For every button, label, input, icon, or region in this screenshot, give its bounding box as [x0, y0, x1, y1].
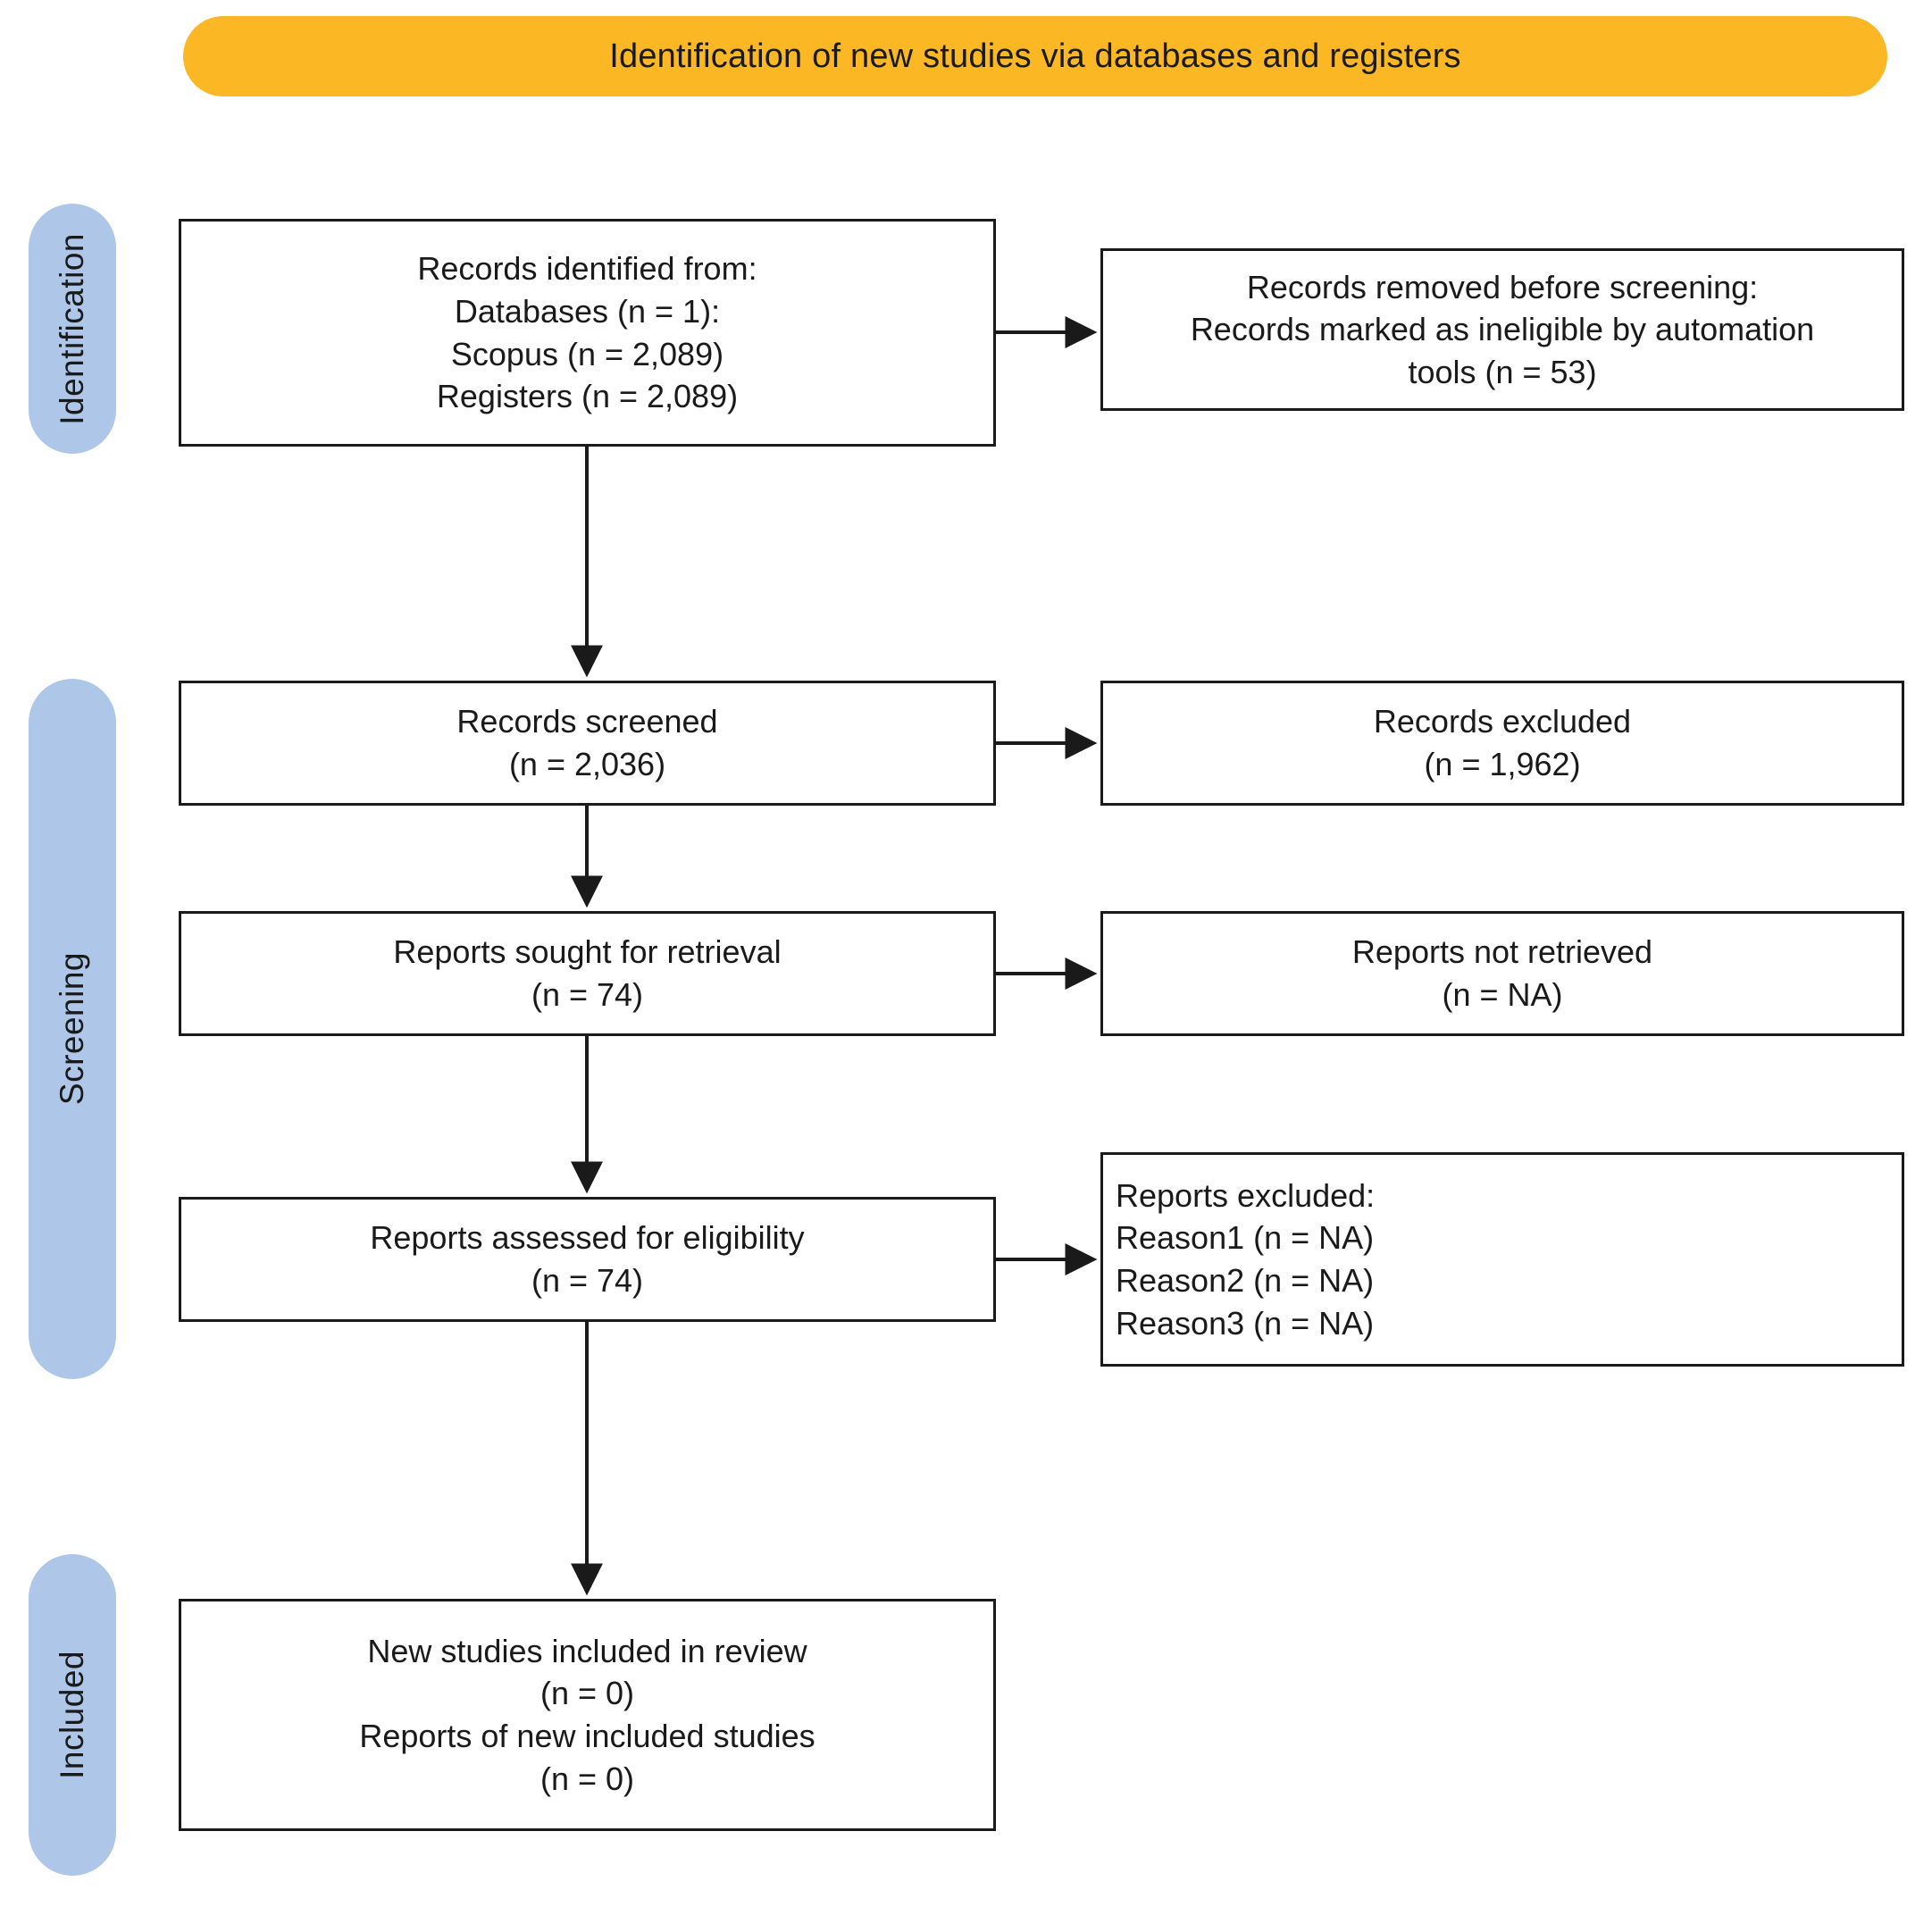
box-line: Reports assessed for eligibility: [370, 1219, 805, 1257]
box-line: Records marked as ineligible by automation: [1190, 311, 1815, 348]
box-reports-not-retrieved: [1100, 911, 1904, 1036]
phase-label-screening-text: Screening: [54, 952, 90, 1106]
box-new-studies-included: [179, 1599, 996, 1831]
box-records-excluded: [1100, 681, 1904, 806]
box-line: (n = 74): [531, 976, 644, 1013]
box-line: Records identified from:: [417, 250, 757, 288]
phase-label-identification: [29, 204, 116, 454]
box-line: tools (n = 53): [1408, 353, 1597, 390]
box-line: Reports not retrieved: [1351, 933, 1653, 971]
box-line: (n = NA): [1442, 976, 1563, 1013]
box-line: Databases (n = 1):: [454, 292, 721, 330]
phase-label-screening: [29, 679, 116, 1379]
box-line: (n = 74): [531, 1262, 644, 1299]
box-line: (n = 0): [539, 1760, 635, 1797]
box-records-screened: [179, 681, 996, 806]
box-line: Reports sought for retrieval: [393, 933, 782, 971]
diagram-title: Identification of new studies via databases and registers: [609, 37, 1461, 75]
box-reports-excluded: [1100, 1152, 1904, 1367]
phase-label-identification-text: Identification: [54, 232, 90, 425]
box-line: (n = 0): [539, 1675, 635, 1712]
box-line: (n = 2,036): [508, 746, 666, 782]
box-records-removed-before-screening: [1100, 248, 1904, 411]
box-line: Scopus (n = 2,089): [450, 335, 724, 372]
box-line: New studies included in review: [367, 1632, 807, 1669]
box-reports-sought-for-retrieval: [179, 911, 996, 1036]
box-records-identified: [179, 219, 996, 447]
box-line: Registers (n = 2,089): [436, 378, 739, 415]
box-line: Records screened: [456, 703, 718, 740]
box-line: Records excluded: [1373, 703, 1632, 740]
box-line: (n = 1,962): [1424, 746, 1581, 782]
box-line: Reason3 (n = NA): [1116, 1304, 1375, 1342]
phase-label-included-text: Included: [54, 1651, 90, 1779]
box-line: Reason1 (n = NA): [1116, 1219, 1375, 1257]
box-line: Reason2 (n = NA): [1116, 1262, 1375, 1299]
box-line: Reports of new included studies: [359, 1718, 815, 1754]
box-reports-assessed-for-eligibility: [179, 1197, 996, 1322]
diagram-title-banner: [183, 16, 1887, 96]
box-line: Records removed before screening:: [1246, 268, 1759, 305]
box-line: Reports excluded:: [1116, 1176, 1376, 1214]
phase-label-included: [29, 1554, 116, 1876]
